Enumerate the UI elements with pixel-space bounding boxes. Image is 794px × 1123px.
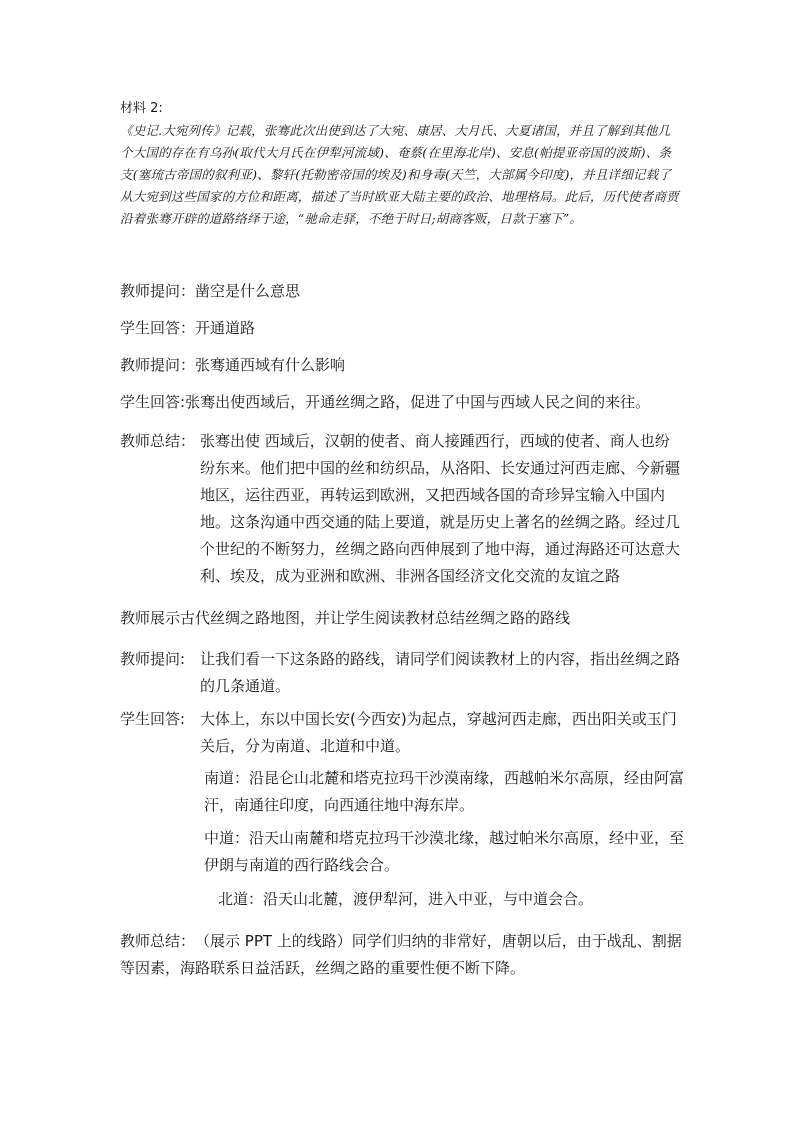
dialogue-line-3 [120, 352, 690, 379]
speaker-label: 教师总结： [120, 932, 196, 950]
speaker-label: 学生回答: [120, 710, 186, 728]
dialogue-text: 大体上，东以中国长安(今西安)为起点，穿越河西走廊，西出阳关或玉门关后，分为南道、北道和中道。 [200, 710, 677, 755]
speaker-label: 教师提问: [120, 650, 186, 668]
dialogue-text: 让我们看一下这条路的路线，请同学们阅读教材上的内容，指出丝绸之路的几条通道。 [200, 650, 681, 695]
material-block [120, 98, 680, 230]
speaker-label: 学生回答： [120, 319, 196, 337]
speaker-label: 教师提问： [120, 356, 196, 374]
dialogue-line-6 [120, 605, 690, 632]
dialogue-line-4 [120, 389, 720, 416]
speaker-label: 教师提问： [120, 282, 196, 300]
dialogue-line-5 [120, 428, 690, 590]
route-south: 南道：沿昆仑山北麓和塔克拉玛干沙漠南缘，西越帕米尔高原，经由阿富汗，南通往印度，向西通往地中海东岸。 [204, 769, 685, 814]
dialogue-text: 张骞通西域有什么影响 [195, 356, 346, 374]
dialogue-line-7 [120, 646, 690, 700]
dialogue-text: 开通道路 [195, 319, 256, 337]
route-middle: 中道：沿天山南麓和塔克拉玛干沙漠北缘，越过帕米尔高原，经中亚，至伊朗与南道的西行路线会合。 [204, 829, 685, 874]
material-body: 《史记.大宛列传》记载，张骞此次出使到达了大宛、康居、大月氏、大夏诸国，并且了解到其他几个大国的存在有乌孙(取代大月氏在伊犁河流域)、奄蔡(在里海北岸)、安息(帕提亚帝国的波斯)、条支(塞琉古帝国的叙利亚)、黎轩(托勒密帝国的埃及)和身毒(天竺，大部属今印度)，并且详细记载了从大宛到这些国家的方位和距离，描述了当时欧亚大陆主要的政治、地理格局。此后，历代使者商贾沿着张骞开辟的道路络绎于途，“驰命走驿，不绝于时日;胡商客贩，日款于塞下”。 [120, 123, 679, 226]
dialogue-line-1 [120, 278, 690, 305]
material-title: 材料 2: [120, 101, 163, 116]
dialogue-text: 张骞出使 西域后，汉朝的使者、商人接踵西行，西域的使者、商人也纷纷东来。他们把中国的丝和纺织品，从洛阳、长安通过河西走廊、今新疆地区，运往西亚，再转运到欧洲，又把西域各国的奇珍异宝输入中国内地。这条沟通中西交通的陆上要道，就是历史上著名的丝绸之路。经过几个世纪的不断努力，丝绸之路向西伸展到了地中海，通过海路还可达意大利、埃及，成为亚洲和欧洲、非洲各国经济文化交流的友谊之路 [200, 432, 681, 585]
dialogue-text: 教师展示古代丝绸之路地图，并让学生阅读教材总结丝绸之路的路线 [120, 609, 571, 627]
route-north: 北道：沿天山北麓，渡伊犁河，进入中亚，与中道会合。 [218, 890, 594, 908]
dialogue-line-2 [120, 315, 690, 342]
speaker-label: 学生回答: [120, 393, 186, 411]
dialogue-line-8 [120, 706, 690, 760]
dialogue-text: 凿空是什么意思 [195, 282, 301, 300]
dialogue-text: （展示 PPT 上的线路）同学们归纳的非常好，唐朝以后，由于战乱、割据等因素，海路联系日益活跃，丝绸之路的重要性便不断下降。 [120, 932, 682, 977]
dialogue-text: 张骞出使西域后，开通丝绸之路，促进了中国与西域人民之间的来往。 [185, 393, 651, 411]
final-summary [120, 928, 690, 982]
speaker-label: 教师总结： [120, 432, 196, 450]
